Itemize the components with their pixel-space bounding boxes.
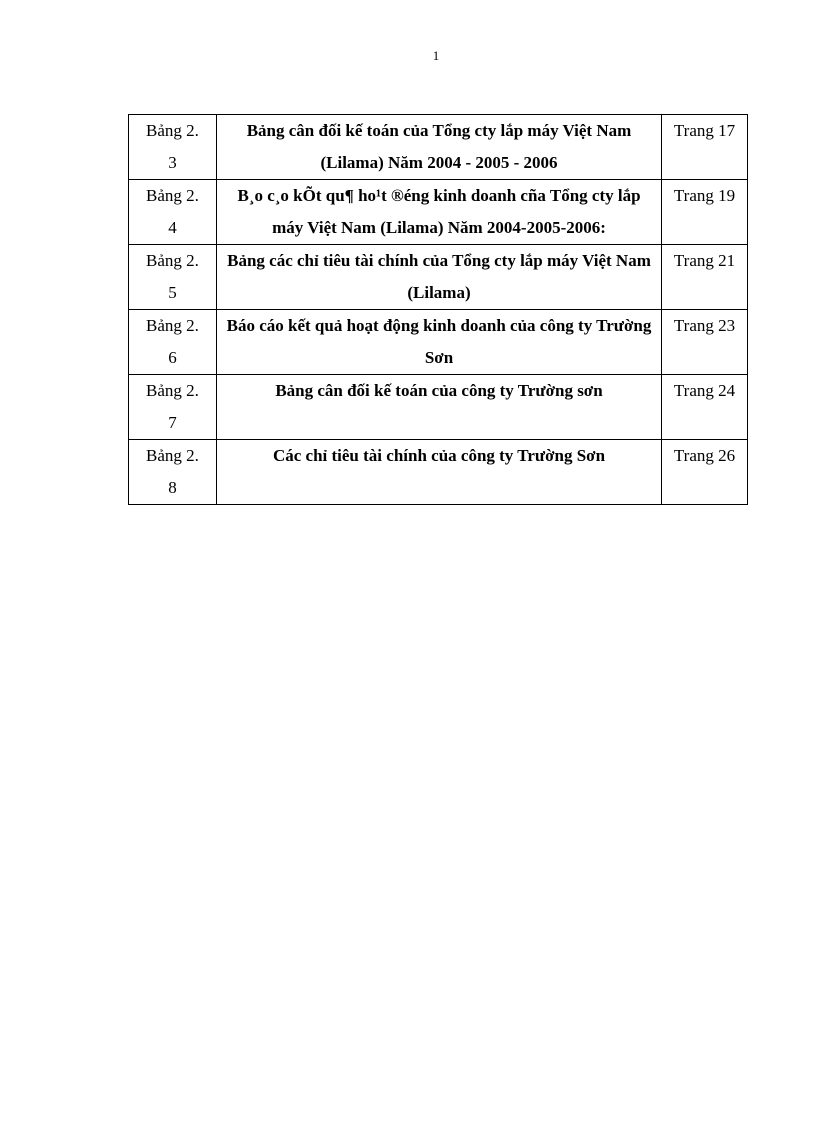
table-label-line2: 4 bbox=[168, 218, 177, 237]
page-reference: Trang 21 bbox=[662, 245, 748, 310]
table-title: Bảng các chỉ tiêu tài chính của Tổng cty lắp máy Việt Nam (Lilama) bbox=[217, 245, 662, 310]
table-row bbox=[129, 375, 748, 440]
page-reference: Trang 26 bbox=[662, 440, 748, 505]
page-reference: Trang 23 bbox=[662, 310, 748, 375]
page-reference: Trang 19 bbox=[662, 180, 748, 245]
table-label bbox=[129, 245, 217, 310]
table-label-line1: Bảng 2. bbox=[146, 446, 199, 465]
table-label-line1: Bảng 2. bbox=[146, 186, 199, 205]
table-label-line1: Bảng 2. bbox=[146, 316, 199, 335]
table-title: Bảng cân đối kế toán của Tổng cty lắp máy Việt Nam (Lilama) Năm 2004 - 2005 - 2006 bbox=[217, 115, 662, 180]
page-number: 1 bbox=[432, 48, 440, 63]
page-reference: Trang 17 bbox=[662, 115, 748, 180]
page-reference: Trang 24 bbox=[662, 375, 748, 440]
table-label-line2: 3 bbox=[168, 153, 177, 172]
table-row bbox=[129, 115, 748, 180]
table-label-line1: Bảng 2. bbox=[146, 381, 199, 400]
table-label-line1: Bảng 2. bbox=[146, 251, 199, 270]
table-label bbox=[129, 115, 217, 180]
table-title: Báo cáo kết quả hoạt động kinh doanh của công ty Trường Sơn bbox=[217, 310, 662, 375]
table-row bbox=[129, 440, 748, 505]
table-label bbox=[129, 180, 217, 245]
table-label-line2: 8 bbox=[168, 478, 177, 497]
table-title: Bảng cân đối kế toán của công ty Trường sơn bbox=[217, 375, 662, 440]
table-row bbox=[129, 310, 748, 375]
table-label bbox=[129, 440, 217, 505]
table-of-tables bbox=[128, 114, 748, 505]
table-label-line2: 6 bbox=[168, 348, 177, 367]
table-row bbox=[129, 245, 748, 310]
table-label-line2: 5 bbox=[168, 283, 177, 302]
table-title: Các chỉ tiêu tài chính của công ty Trường Sơn bbox=[217, 440, 662, 505]
table-label-line1: Bảng 2. bbox=[146, 121, 199, 140]
table-label bbox=[129, 310, 217, 375]
table-label-line2: 7 bbox=[168, 413, 177, 432]
table-title: B¸o c¸o kÕt qu¶ ho¹t ®éng kinh doanh cña Tổng cty lắp máy Việt Nam (Lilama) Năm 2004-2005-2006: bbox=[217, 180, 662, 245]
table-row bbox=[129, 180, 748, 245]
table-label bbox=[129, 375, 217, 440]
